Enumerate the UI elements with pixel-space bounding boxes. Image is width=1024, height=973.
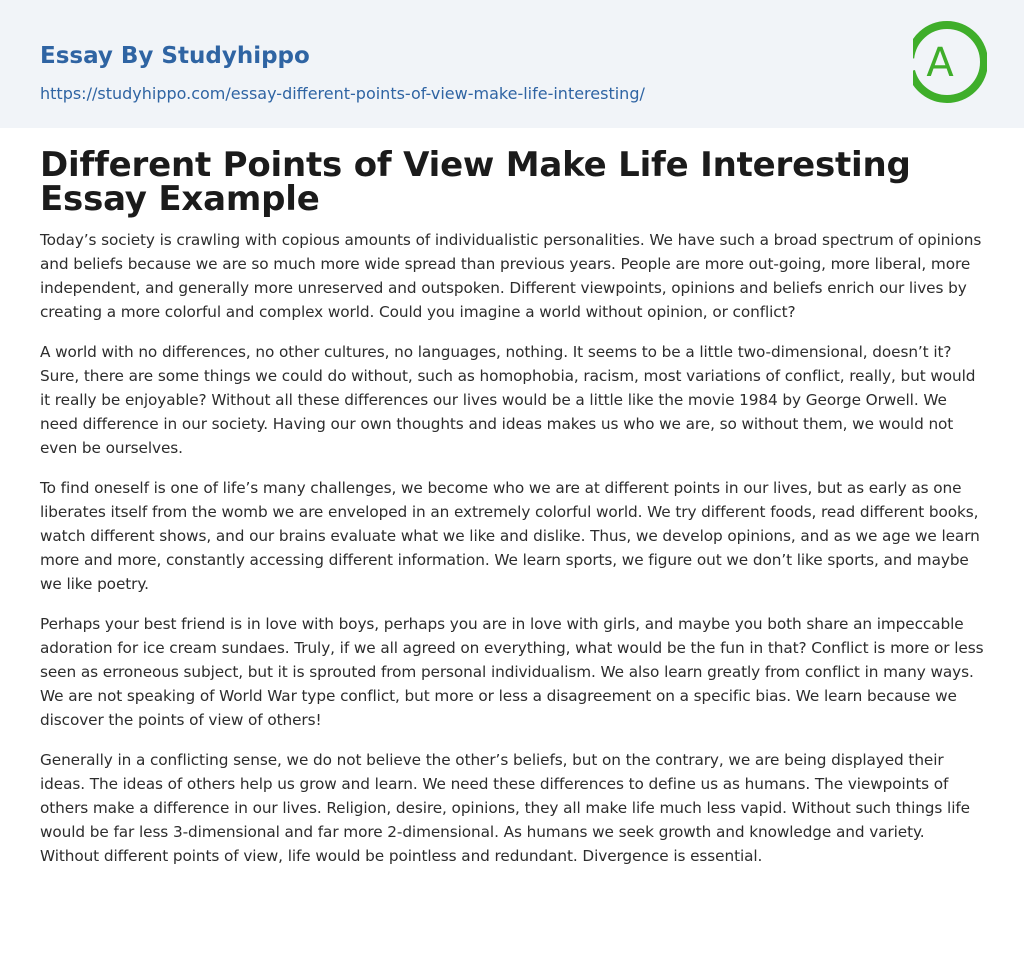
site-header bbox=[0, 0, 1024, 128]
paragraph-5: Generally in a conflicting sense, we do not believe the other’s beliefs, but on the contrary, we are being displayed their ideas. The ideas of others help us grow and learn. We need these differences to define us as humans. The viewpoints of others make a difference in our lives. Religion, desire, opinions, they all make life much less vapid. Without such things life would be far less 3-dimensional and far more 2-dimensional. As humans we seek growth and knowledge and variety. Without different points of view, life would be pointless and redundant. Divergence is essential. bbox=[40, 751, 970, 865]
paragraph-3: To find oneself is one of life’s many challenges, we become who we are at different points in our lives, but as early as one liberates itself from the womb we are enveloped in an extremely colorful world. We try different foods, read different books, watch different shows, and our brains evaluate what we like and dislike. Thus, we develop opinions, and as we age we learn more and more, constantly accessing different information. We learn sports, we figure out we don’t like sports, and maybe we like poetry. bbox=[40, 479, 980, 593]
page-title: Different Points of View Make Life Interesting Essay Example bbox=[40, 145, 911, 219]
paragraph-4: Perhaps your best friend is in love with boys, perhaps you are in love with girls, and maybe you both share an impeccable adoration for ice cream sundaes. Truly, if we all agreed on everything, what would be the fun in that? Conflict is more or less seen as erroneous subject, but it is sprouted from personal individualism. We also learn greatly from conflict in many ways. We are not speaking of World War type conflict, but more or less a disagreement on a specific bias. We learn because we discover the points of view of others! bbox=[40, 615, 984, 729]
article bbox=[0, 128, 1024, 868]
paragraph-1: Today’s society is crawling with copious amounts of individualistic personalities. We have such a broad spectrum of opinions and beliefs because we are so much more wide spread than previous years. People are more out-going, more liberal, more independent, and generally more unreserved and outspoken. Different viewpoints, opinions and beliefs enrich our lives by creating a more colorful and complex world. Could you imagine a world without opinion, or conflict? bbox=[40, 231, 982, 321]
essay-body bbox=[40, 228, 984, 868]
studyhippo-logo-icon[interactable] bbox=[913, 19, 987, 105]
paragraph-2: A world with no differences, no other cultures, no languages, nothing. It seems to be a little two-dimensional, doesn’t it? Sure, there are some things we could do without, such as homophobia, racism, most variations of conflict, really, but would it really be enjoyable? Without all these differences our lives would be a little like the movie 1984 by George Orwell. We need difference in our society. Having our own thoughts and ideas makes us who we are, so without them, we would not even be ourselves. bbox=[40, 343, 976, 457]
source-url-link[interactable]: https://studyhippo.com/essay-different-points-of-view-make-life-interesting/ bbox=[40, 84, 645, 103]
logo-letter: A bbox=[926, 40, 954, 86]
brand-name[interactable]: Essay By Studyhippo bbox=[40, 43, 310, 69]
